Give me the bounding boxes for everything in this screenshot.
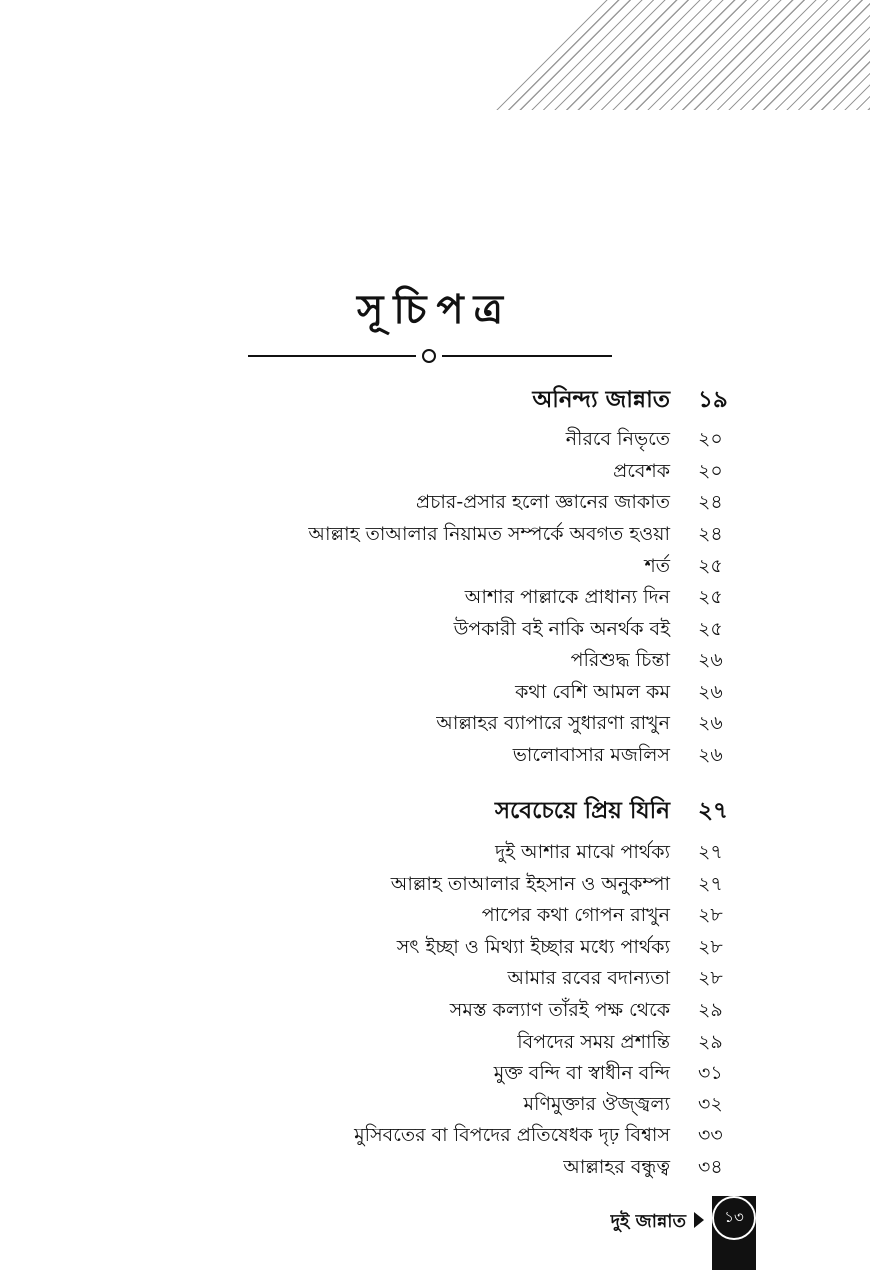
toc-entry[interactable] bbox=[0, 428, 870, 461]
toc-section-heading[interactable] bbox=[0, 798, 870, 835]
entry-title: আল্লাহ তাআলার ইহসান ও অনুকম্পা bbox=[390, 873, 670, 895]
toc-entry[interactable] bbox=[0, 618, 870, 651]
entry-title: পাপের কথা গোপন রাখুন bbox=[481, 904, 670, 926]
entry-page-number: ২৮ bbox=[698, 936, 723, 958]
entry-title: ভালোবাসার মজলিস bbox=[512, 744, 670, 766]
entry-page-number: ২৭ bbox=[698, 873, 723, 895]
toc-entry[interactable] bbox=[0, 555, 870, 588]
entry-title: প্রচার-প্রসার হলো জ্ঞানের জাকাত bbox=[415, 491, 670, 513]
entry-page-number: ৩৩ bbox=[698, 1124, 723, 1146]
entry-page-number: ২৮ bbox=[698, 904, 723, 926]
entry-page-number: ২৯ bbox=[698, 1031, 723, 1053]
toc-entry[interactable] bbox=[0, 1156, 870, 1189]
toc-entry[interactable] bbox=[0, 712, 870, 745]
entry-title: সৎ ইচ্ছা ও মিথ্যা ইচ্ছার মধ্যে পার্থক্য bbox=[396, 936, 670, 958]
entry-title: বিপদের সময় প্রশান্তি bbox=[517, 1031, 670, 1053]
toc-entry[interactable] bbox=[0, 873, 870, 906]
toc-entry[interactable] bbox=[0, 1124, 870, 1157]
entry-page-number: ২০ bbox=[698, 460, 723, 482]
entry-title: আমার রবের বদান্যতা bbox=[507, 967, 670, 989]
toc-entry[interactable] bbox=[0, 586, 870, 619]
entry-page-number: ২৫ bbox=[698, 586, 723, 608]
toc-entry[interactable] bbox=[0, 649, 870, 682]
entry-title: উপকারী বই নাকি অনর্থক বই bbox=[453, 618, 670, 640]
entry-page-number: ৩৪ bbox=[698, 1156, 723, 1178]
entry-title: মণিমুক্তার ঔজ্জ্বল্য bbox=[523, 1093, 670, 1115]
toc-entry[interactable] bbox=[0, 967, 870, 1000]
entry-page-number: ২০ bbox=[698, 428, 723, 450]
toc-entry[interactable] bbox=[0, 936, 870, 969]
page-number: ১৩ bbox=[724, 1207, 744, 1226]
section-page-number: ১৯ bbox=[698, 387, 728, 413]
toc-entry[interactable] bbox=[0, 523, 870, 556]
toc-entry[interactable] bbox=[0, 999, 870, 1032]
entry-page-number: ২৯ bbox=[698, 999, 723, 1021]
entry-title: আশার পাল্লাকে প্রাধান্য দিন bbox=[464, 586, 670, 608]
page-title: সূচিপত্র bbox=[357, 287, 513, 333]
toc-entry[interactable] bbox=[0, 1031, 870, 1064]
entry-title: শর্ত bbox=[644, 555, 670, 577]
entry-page-number: ২৬ bbox=[698, 649, 723, 671]
toc-entry[interactable] bbox=[0, 744, 870, 777]
entry-title: নীরবে নিভৃতে bbox=[565, 428, 670, 450]
section-title: সবেচেয়ে প্রিয় যিনি bbox=[494, 798, 670, 824]
page-number-badge bbox=[712, 1196, 756, 1240]
entry-title: মুসিবতের বা বিপদের প্রতিষেধক দৃঢ় বিশ্বাস bbox=[354, 1124, 670, 1146]
footer-book-title: দুই জান্নাত bbox=[610, 1211, 686, 1232]
entry-page-number: ২৬ bbox=[698, 744, 723, 766]
entry-page-number: ২৪ bbox=[698, 491, 723, 513]
entry-page-number: ৩২ bbox=[698, 1093, 723, 1115]
entry-title: আল্লাহর ব্যাপারে সুধারণা রাখুন bbox=[436, 712, 670, 734]
section-page-number: ২৭ bbox=[698, 798, 728, 824]
entry-title: প্রবেশক bbox=[613, 460, 670, 482]
entry-title: আল্লাহর বন্ধুত্ব bbox=[563, 1156, 670, 1178]
entry-page-number: ২৪ bbox=[698, 523, 723, 545]
entry-title: কথা বেশি আমল কম bbox=[515, 681, 670, 703]
toc-section-heading[interactable] bbox=[0, 387, 870, 424]
entry-title: পরিশুদ্ধ চিন্তা bbox=[570, 649, 670, 671]
entry-page-number: ২৮ bbox=[698, 967, 723, 989]
entry-title: সমস্ত কল্যাণ তাঁরই পক্ষ থেকে bbox=[449, 999, 670, 1021]
entry-page-number: ২৫ bbox=[698, 555, 723, 577]
entry-page-number: ৩১ bbox=[698, 1062, 723, 1084]
entry-title: দুই আশার মাঝে পার্থক্য bbox=[495, 841, 670, 863]
entry-page-number: ২৫ bbox=[698, 618, 723, 640]
entry-title: আল্লাহ তাআলার নিয়ামত সম্পর্কে অবগত হওয়া bbox=[308, 523, 670, 545]
section-title: অনিন্দ্য জান্নাত bbox=[532, 387, 670, 413]
toc-entry[interactable] bbox=[0, 681, 870, 714]
entry-page-number: ২৬ bbox=[698, 681, 723, 703]
triangle-right-icon bbox=[694, 1212, 704, 1228]
entry-title: মুক্ত বন্দি বা স্বাধীন বন্দি bbox=[493, 1062, 670, 1084]
toc-entry[interactable] bbox=[0, 1062, 870, 1095]
entry-page-number: ২৬ bbox=[698, 712, 723, 734]
entry-page-number: ২৭ bbox=[698, 841, 723, 863]
